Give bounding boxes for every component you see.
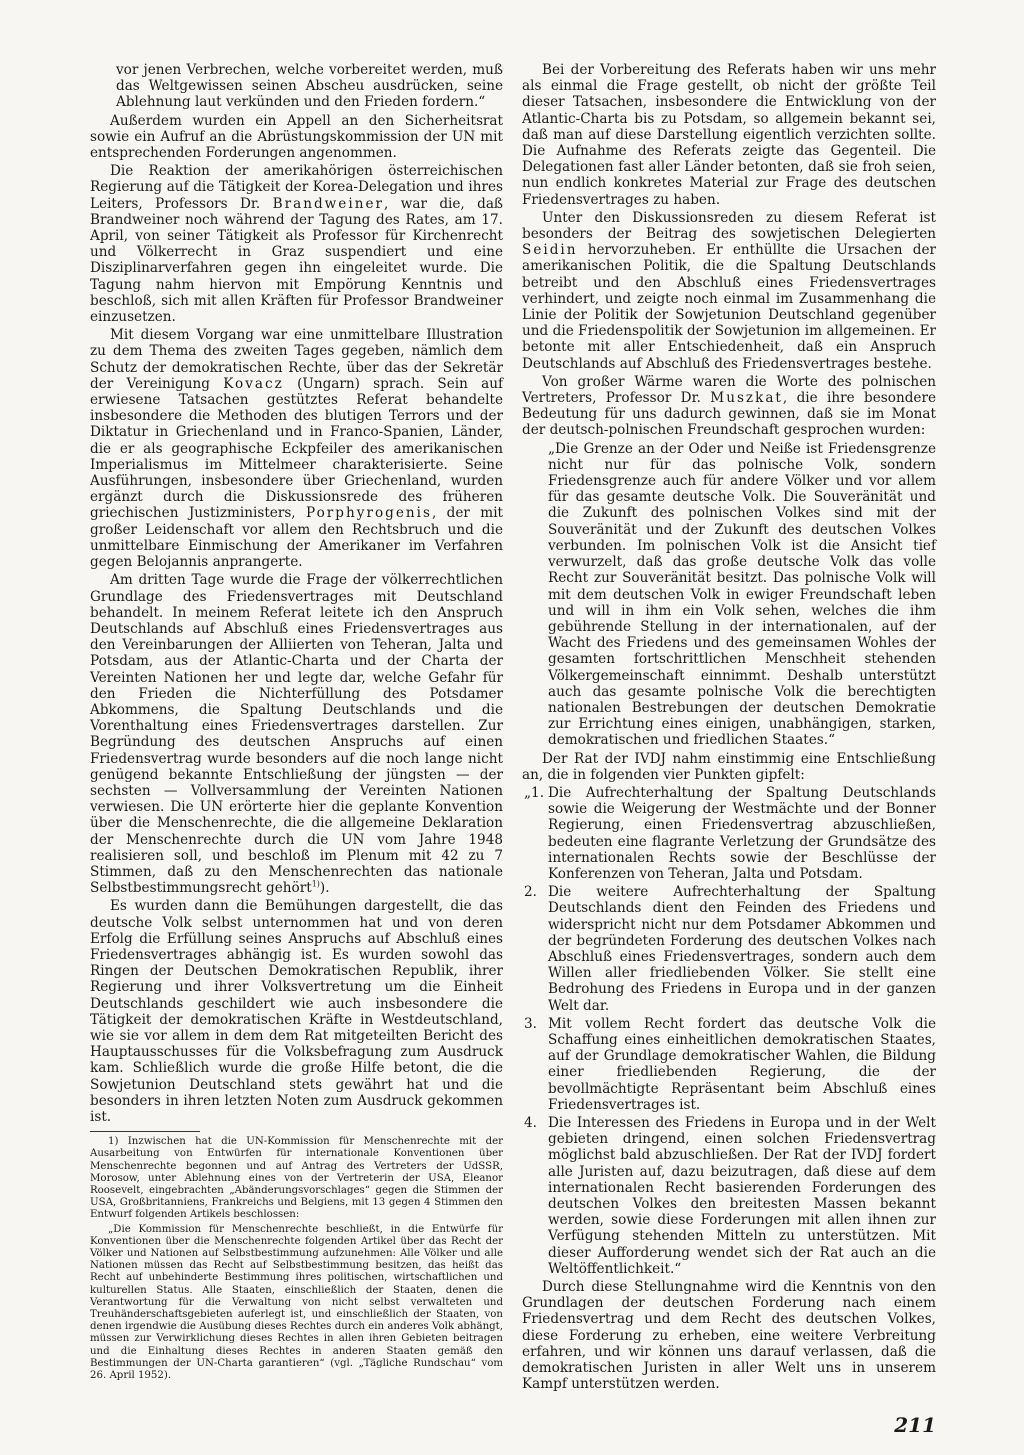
resolution-item: 2. Die weitere Aufrechterhaltung der Spaltung Deutschlands dient den Feinden des Friedens und widerspricht nicht nur dem Potsdamer Abkommen und der begründeten Forderung des deutschen Volkes nach Abschluß eines Friedensvertrages, sondern auch dem Willen aller friedliebenden Völker. Sie stellt eine Bedrohung des Friedens in Europa und in der ganzen Welt dar. — [524, 884, 936, 1014]
resolution-list — [522, 785, 936, 1277]
left-column — [90, 62, 503, 1384]
resolution-item: 4. Die Interessen des Friedens in Europa und in der Welt gebieten dringend, einen solchen Friedensvertrag möglichst bald abzuschließen. Der Rat der IVDJ fordert alle Juristen auf, dazu beizutragen, daß diese auf dem internationalen Recht basierenden Forderungen des deutschen Volkes den breitesten Massen bekannt werden, sowie diese Forderungen mit allen ihnen zur Verfügung stehenden Mitteln zu unterstützen. Mit dieser Aufforderung wendet sich der Rat auch an die Weltöffentlichkeit.“ — [524, 1115, 936, 1277]
person-name: Porphyrogenis — [306, 505, 432, 522]
footnote — [90, 1136, 503, 1382]
footnote-divider — [90, 1131, 200, 1132]
person-name: Muszkat — [710, 390, 783, 407]
paragraph: Durch diese Stellungnahme wird die Kenntnis von den Grundlagen der deutschen Forderung nach einem Friedensvertrag und dem Recht des deutschen Volkes, diese Forderung zu erheben, eine weitere Verbreitung erfahren, und wir können uns darauf verlassen, daß die demokratischen Juristen in aller Welt uns in unserem Kampf unterstützen werden. — [522, 1279, 936, 1393]
polish-quote: „Die Grenze an der Oder und Neiße ist Friedensgrenze nicht nur für das polnische Volk, sondern Friedensgrenze auch für andere Völker und vor allem für das gesamte deutsche Volk. Die Souveränität und die Zukunft des polnischen Volkes sind mit der Souveränität und der Zukunft des deutschen Volkes verbunden. Im polnischen Volk ist die Ansicht tief verwurzelt, daß das große deutsche Volk das volle Recht zur Souveränität besitzt. Das polnische Volk will mit dem deutschen Volk in ewiger Freundschaft leben und will in ihm ein Volk sehen, welches die ihm gebührende Stellung in der internationalen, auf der Wacht des Friedens und des gemeinsamen Wohles der gesamten fortschrittlichen Menschheit stehenden Völkergemeinschaft einnimmt. Deshalb unterstützt auch das gesamte polnische Volk die berechtigten nationalen Bestrebungen der deutschen Demokratie zur Errichtung eines einigen, unabhängigen, starken, demokratischen und friedlichen Staates.“ — [548, 440, 936, 749]
person-name: Kovacz — [223, 375, 284, 392]
page-number: 211 — [894, 1413, 936, 1437]
footnote-text: 1) Inzwischen hat die UN-Kommission für Menschenrechte mit der Ausarbeitung von Entwürfen für internationale Konventionen über Menschenrechte begonnen und auf Antrag des Vertreters der UdSSR, Morosow, unter Ablehnung eines von der Vertreterin der USA, Eleanor Roosevelt, eingebrachten „Abänderungsvorschlages“ gegen die Stimmen der USA, Großbritanniens, Frankreichs und Belgiens, mit 13 gegen 4 Stimmen den Entwurf folgenden Artikels beschlossen: — [90, 1136, 503, 1221]
person-name: Brandweiner — [272, 195, 384, 212]
paragraph: Es wurden dann die Bemühungen dargestellt, die das deutsche Volk selbst unternommen hat und von deren Erfolg die Erfüllung seines Anspruchs auf Abschluß eines Friedensvertrages abhängig ist. Es wurden sowohl das Ringen der Deutschen Demokratischen Republik, ihrer Regierung und ihrer Volksvertretung um die Einheit Deutschlands geschildert wie auch insbesondere die Tätigkeit der demokratischen Kräfte in Westdeutschland, wie sie vor allem in dem dem Rat mitgeteilten Bericht des Hauptausschusses für die Volksbefragung zum Ausdruck kam. Schließlich wurde die große Hilfe betont, die die Sowjetunion Deutschland stets gewährt hat und die besonders in ihren letzten Noten zum Ausdruck gekommen ist. — [90, 898, 503, 1125]
quote-ending: vor jenen Verbrechen, welche vorbereitet werden, muß das Weltgewissen seinen Abscheu ausdrücken, seine Ablehnung laut verkünden und den Frieden fordern.“ — [116, 62, 503, 111]
paragraph: Am dritten Tage wurde die Frage der völkerrechtlichen Grundlage des Friedensvertrages mit Deutschland behandelt. In meinem Referat leitete ich den Anspruch Deutschlands auf Abschluß eines Friedensvertrages aus den Vereinbarungen der Alliierten von Teheran, Jalta und Potsdam, aus der Atlantic-Charta und der Charta der Vereinten Nationen her und legte dar, welche Gefahr für den Frieden die Nichterfüllung des Potsdamer Abkommens, die Spaltung Deutschlands und die Vorenthaltung eines Friedensvertrages darstellen. Zur Begründung des deutschen Anspruchs auf einen Friedensvertrag wurde besonders auf die noch lange nicht genügend bekannte Entschließung der jüngsten — der sechsten — Vollversammlung der Vereinten Nationen verwiesen. Die UN erörterte hier die geplante Konvention über die Menschenrechte, die die allgemeine Deklaration der Menschenrechte durch die UN vom Jahre 1948 realisieren soll, und beschloß im Plenum mit 42 zu 7 Stimmen, daß zu den Menschenrechten das nationale Selbstbestimmungsrecht gehört$^{1)}$). — [90, 572, 503, 897]
paragraph: Der Rat der IVDJ nahm einstimmig eine Entschließung an, die in folgenden vier Punkten gipfelt: — [522, 750, 936, 783]
paragraph: Bei der Vorbereitung des Referats haben wir uns mehr als einmal die Frage gestellt, ob nicht der größte Teil dieser Tatsachen, insbesondere die Entwicklung von der Atlantic-Charta bis zu Potsdam, so allgemein bekannt sei, daß man auf diese Darstellung eigentlich verzichten sollte. Die Aufnahme des Referats zeigte das Gegenteil. Die Delegationen fast aller Länder betonten, daß sie froh seien, nun endlich konkretes Material zur Frage des deutschen Friedensvertrages zu haben. — [522, 62, 936, 208]
person-name: Seidin — [522, 242, 578, 259]
resolution-item: 3. Mit vollem Recht fordert das deutsche Volk die Schaffung eines einheitlichen demokratischen Staates, auf der Grundlage demokratischer Wahlen, die Bildung einer friedliebenden Regierung, die der bevollmächtigte Repräsentant beim Abschluß eines Friedensvertrages ist. — [524, 1015, 936, 1113]
footnote-ref: 1) — [311, 879, 320, 889]
paragraph: Mit diesem Vorgang war eine unmittelbare Illustration zu dem Thema des zweiten Tages gegeben, nämlich dem Schutz der demokratischen Rechte, über das der Sekretär der Vereinigung Kovacz (Ungarn) sprach. Sein auf erwiesene Tatsachen gestütztes Referat behandelte insbesondere die Methoden des blutigen Terrors und der Diktatur in Griechenland und in Franco-Spanien, Länder, die er als geographische Eckpfeiler des amerikanischen Imperialismus im Mittelmeer charakterisierte. Seine Ausführungen, insbesondere über Griechenland, wurden ergänzt durch die Diskussionsrede des früheren griechischen Justizministers, Porphyrogenis, der mit großer Leidenschaft vor allem den Rechtsbruch und die unmittelbare Einmischung der Amerikaner im Verfahren gegen Belojannis anprangerte. — [90, 327, 504, 571]
paragraph: Von großer Wärme waren die Worte des polnischen Vertreters, Professor Dr. Muszkat, die ihre besondere Bedeutung für uns dadurch gewinnen, daß sie im Monat der deutsch-polnischen Freundschaft gesprochen wurden: — [522, 373, 936, 439]
right-column — [522, 62, 936, 1394]
footnote-text: „Die Kommission für Menschenrechte beschließt, in die Entwürfe für Konventionen über die Menschenrechte folgenden Artikel über das Recht der Völker und Nationen auf Selbstbestimmung aufzunehmen: Alle Völker und alle Nationen müssen das Recht auf Selbstbestimmung besitzen, das heißt das Recht auf unbehinderte Bestimmung ihres politischen, wirtschaftlichen und kulturellen Status. Alle Staaten, einschließlich der Staaten, denen die Verantwortung für die Verwaltung von nicht selbst verwalteten und Treuhänderschaftsgebieten auferlegt ist, und einschließlich der Staaten, von denen irgendwie die Ausübung dieses Rechtes durch ein anderes Volk abhängt, müssen zur Verwirklichung dieses Rechtes in allen ihren Gebieten beitragen und die Einhaltung dieses Rechtes in anderen Staaten gemäß den Bestimmungen der UN-Charta garantieren“ (vgl. „Tägliche Rundschau“ vom 26. April 1952). — [90, 1223, 503, 1382]
paragraph: Die Reaktion der amerikahörigen österreichischen Regierung auf die Tätigkeit der Korea-Delegation und ihres Leiters, Professors Dr. Brandweiner, war die, daß Brandweiner noch während der Tagung des Rates, am 17. April, von seiner Tätigkeit als Professor für Kirchenrecht und Völkerrecht in Graz suspendiert und eine Disziplinarverfahren gegen ihn eingeleitet wurde. Die Tagung nahm hiervon mit Empörung Kenntnis und beschloß, sich mit allen Kräften für Professor Brandweiner einzusetzen. — [90, 163, 504, 326]
resolution-item: „1. Die Aufrechterhaltung der Spaltung Deutschlands sowie die Weigerung der Westmächte und der Bonner Regierung, einen Friedensvertrag abzuschließen, bedeuten eine flagrante Verletzung der Grundsätze des internationalen Rechts sowie der Beschlüsse der Konferenzen von Teheran, Jalta und Potsdam. — [524, 784, 936, 882]
paragraph: Außerdem wurden ein Appell an den Sicherheitsrat sowie ein Aufruf an die Abrüstungskommission der UN mit entsprechenden Forderungen angenommen. — [90, 112, 503, 162]
paragraph: Unter den Diskussionsreden zu diesem Referat ist besonders der Beitrag des sowjetischen Delegierten Seidin hervorzuheben. Er enthüllte die Ursachen der amerikanischen Politik, die die Spaltung Deutschlands betreibt und den Abschluß eines Friedensvertrages verhindert, und zeigte noch einmal im Zusammenhang die Linie der Politik der Sowjetunion Deutschland gegenüber und die Friedenspolitik der Sowjetunion im allgemeinen. Er betonte mit aller Entschiedenheit, daß ein Anspruch Deutschlands auf Abschluß des Friedensvertrages bestehe. — [522, 209, 936, 372]
